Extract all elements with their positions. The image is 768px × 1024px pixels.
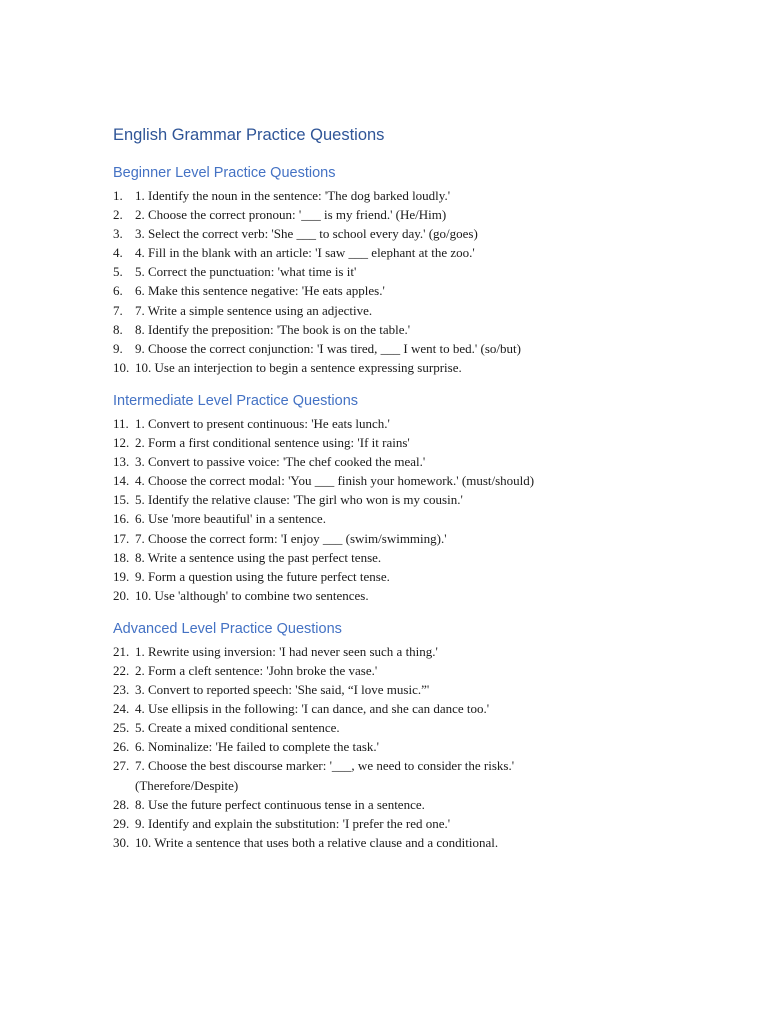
question-text: 4. Fill in the blank with an article: 'I saw ___ elephant at the zoo.': [135, 245, 475, 261]
question-item: [113, 358, 733, 377]
question-number: 24.: [113, 701, 130, 717]
question-number: 20.: [113, 587, 130, 603]
question-text: 6. Nominalize: 'He failed to complete the task.': [135, 739, 380, 755]
question-item: [113, 205, 733, 224]
question-section: [113, 391, 733, 605]
question-number: 21.: [113, 643, 130, 659]
question-number: 17.: [113, 530, 130, 546]
question-item: [113, 814, 733, 833]
question-text: 4. Choose the correct modal: 'You ___ finish your homework.' (must/should): [135, 473, 535, 489]
question-item: [113, 186, 733, 205]
question-text: 2. Form a cleft sentence: 'John broke the vase.': [135, 662, 378, 678]
question-item: [113, 529, 733, 548]
question-list: [113, 414, 733, 605]
question-number: 27.: [113, 758, 130, 774]
question-number: 4.: [113, 245, 123, 261]
question-text: 6. Make this sentence negative: 'He eats apples.': [135, 283, 385, 299]
question-text: 9. Choose the correct conjunction: 'I was tired, ___ I went to bed.' (so/but): [135, 340, 521, 356]
question-item: [113, 433, 733, 452]
question-item: [113, 680, 733, 699]
question-number: 22.: [113, 662, 130, 678]
question-text: 5. Create a mixed conditional sentence.: [135, 720, 340, 736]
question-number: 12.: [113, 435, 130, 451]
question-text: 4. Use ellipsis in the following: 'I can dance, and she can dance too.': [135, 701, 490, 717]
question-item: [113, 661, 733, 680]
question-number: 6.: [113, 283, 123, 299]
question-item: [113, 737, 733, 756]
question-number: 7.: [113, 302, 123, 318]
question-item: [113, 699, 733, 718]
question-text: 2. Form a first conditional sentence using: 'If it rains': [135, 435, 410, 451]
question-number: 19.: [113, 568, 130, 584]
question-number: 8.: [113, 321, 123, 337]
question-item: [113, 301, 733, 320]
question-number: 14.: [113, 473, 130, 489]
question-text: 10. Use an interjection to begin a sentence expressing surprise.: [135, 359, 462, 375]
question-text: 1. Identify the noun in the sentence: 'The dog barked loudly.': [135, 188, 451, 203]
question-number: 10.: [113, 359, 130, 375]
question-text: 5. Correct the punctuation: 'what time is it': [135, 264, 357, 280]
question-number: 1.: [113, 188, 123, 203]
question-item: [113, 281, 733, 300]
question-item: [113, 452, 733, 471]
question-item: [113, 262, 733, 281]
question-item: [113, 586, 733, 605]
document-title: English Grammar Practice Questions: [113, 126, 385, 144]
question-number: 26.: [113, 739, 130, 755]
question-number: 28.: [113, 796, 130, 812]
question-text: 6. Use 'more beautiful' in a sentence.: [135, 511, 326, 527]
question-text: 7. Write a simple sentence using an adjective.: [135, 302, 373, 318]
question-text: 9. Form a question using the future perfect tense.: [135, 568, 390, 584]
question-number: 18.: [113, 549, 130, 565]
question-number: 25.: [113, 720, 130, 736]
question-item: [113, 548, 733, 567]
question-number: 3.: [113, 226, 123, 242]
question-number: 16.: [113, 511, 130, 527]
question-item: [113, 224, 733, 243]
question-number: 29.: [113, 815, 130, 831]
question-number: 5.: [113, 264, 123, 280]
question-item: [113, 490, 733, 509]
question-text: 1. Rewrite using inversion: 'I had never seen such a thing.': [135, 643, 438, 659]
question-number: 11.: [113, 415, 129, 431]
question-number: 15.: [113, 492, 130, 508]
question-text: 2. Choose the correct pronoun: '___ is my friend.' (He/Him): [135, 207, 447, 223]
question-item: [113, 567, 733, 586]
question-item: [113, 320, 733, 339]
question-number: 2.: [113, 207, 123, 223]
question-item: [113, 414, 733, 433]
question-number: 30.: [113, 834, 130, 850]
section-title: Beginner Level Practice Questions: [113, 165, 336, 181]
question-number: 9.: [113, 340, 123, 356]
question-section: [113, 619, 733, 852]
question-item: [113, 471, 733, 490]
question-number: 23.: [113, 682, 130, 698]
question-text: 5. Identify the relative clause: 'The girl who won is my cousin.': [135, 492, 463, 508]
question-item: [113, 243, 733, 262]
question-item: [113, 833, 733, 852]
question-text: 10. Write a sentence that uses both a relative clause and a conditional.: [135, 834, 499, 850]
question-text: 7. Choose the best discourse marker: '___, we need to consider the risks.' (Therefore/Despite): [135, 758, 515, 793]
section-title: Advanced Level Practice Questions: [113, 620, 342, 637]
question-item: [113, 795, 733, 814]
question-list: [113, 642, 733, 852]
question-list: [113, 186, 733, 377]
question-text: 1. Convert to present continuous: 'He eats lunch.': [135, 415, 390, 431]
question-text: 8. Write a sentence using the past perfect tense.: [135, 549, 382, 565]
question-text: 7. Choose the correct form: 'I enjoy ___ (swim/swimming).': [135, 530, 447, 546]
question-text: 3. Convert to passive voice: 'The chef cooked the meal.': [135, 454, 426, 470]
question-text: 3. Convert to reported speech: 'She said, “I love music.”': [135, 682, 430, 698]
question-text: 8. Identify the preposition: 'The book is on the table.': [135, 321, 411, 337]
section-title: Intermediate Level Practice Questions: [113, 392, 359, 409]
question-text: 3. Select the correct verb: 'She ___ to school every day.' (go/goes): [135, 226, 478, 242]
question-item: [113, 509, 733, 528]
question-text: 10. Use 'although' to combine two sentences.: [135, 587, 369, 603]
document-page: [113, 124, 733, 852]
question-text: 8. Use the future perfect continuous tense in a sentence.: [135, 796, 425, 812]
question-number: 13.: [113, 454, 130, 470]
question-section: [113, 163, 733, 377]
question-item: [113, 756, 733, 794]
sections-container: [113, 163, 733, 852]
question-item: [113, 718, 733, 737]
question-item: [113, 339, 733, 358]
question-text: 9. Identify and explain the substitution: 'I prefer the red one.': [135, 815, 451, 831]
question-item: [113, 642, 733, 661]
